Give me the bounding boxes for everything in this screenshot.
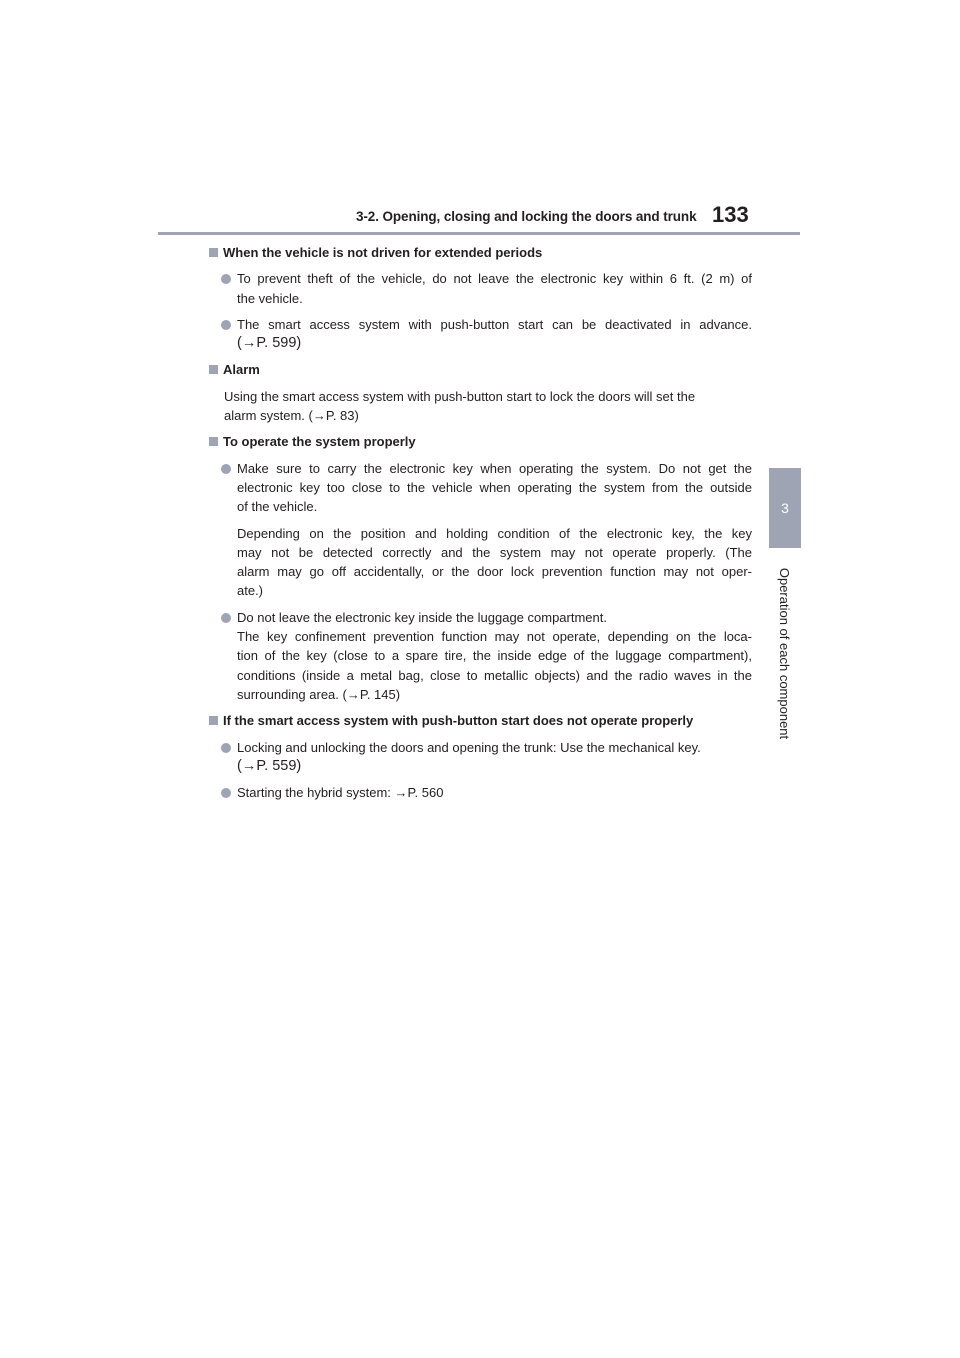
heading-text: To operate the system properly [223,434,416,450]
heading-text: Alarm [223,362,260,378]
text-line: To prevent theft of the vehicle, do not leave the electronic key within 6 ft. (2 m) of [237,271,752,287]
text-line: Starting the hybrid system: →P. 560 [237,785,444,801]
text-line: The key confinement prevention function may not operate, depending on the loca- [237,629,752,645]
circle-bullet-icon [221,274,231,284]
text-line: Locking and unlocking the doors and opening the trunk: Use the mechanical key. [237,739,701,755]
square-bullet-icon [209,716,218,725]
circle-bullet-icon [221,788,231,798]
page-reference[interactable]: (→P. 599) [237,335,302,352]
text-line: conditions (inside a metal bag, close to metallic objects) and the radio waves in the [237,667,752,683]
text-line: Do not leave the electronic key inside the luggage compartment. [237,609,607,625]
bullet-item [221,783,752,802]
text-line: of the vehicle. [237,499,318,515]
text-line: Depending on the position and holding condition of the electronic key, the key [237,525,752,541]
text-line: Using the smart access system with push-button start to lock the doors will set the [224,388,696,404]
text-line: The smart access system with push-button start can be deactivated in advance. [237,316,752,332]
chapter-label [774,558,796,748]
bullet-item [221,269,752,308]
text-line: alarm system. (→P. 83) [224,408,359,424]
circle-bullet-icon [221,743,231,753]
square-bullet-icon [209,437,218,446]
header-rule [158,232,800,235]
section-heading [209,432,752,451]
paragraph [237,524,752,601]
square-bullet-icon [209,365,218,374]
chapter-number: 3 [781,500,789,516]
text-line: surrounding area. (→P. 145) [237,686,401,702]
text-line: Make sure to carry the electronic key when operating the system. Do not get the [237,460,752,476]
heading-text: When the vehicle is not driven for extended periods [223,245,543,260]
paragraph [224,387,752,426]
page-reference[interactable]: (→P. 559) [237,757,302,774]
bullet-item [221,738,752,777]
section-heading [209,360,752,379]
section-title: 3-2. Opening, closing and locking the doors and trunk [356,209,697,224]
heading-text: If the smart access system with push-button start does not operate properly [223,713,694,729]
text-line: alarm may go off accidentally, or the door lock prevention function may not oper- [237,564,752,580]
chapter-label-text: Operation of each component [777,567,793,739]
text-line: may not be detected correctly and the system may not operate properly. (The [237,544,752,560]
section-heading [209,243,752,262]
circle-bullet-icon [221,464,231,474]
square-bullet-icon [209,248,218,257]
page-content [210,243,752,809]
bullet-item [221,315,752,354]
bullet-item [221,608,752,704]
text-line: the vehicle. [237,290,303,306]
bullet-item [221,459,752,517]
section-heading [209,711,752,730]
circle-bullet-icon [221,613,231,623]
chapter-tab[interactable] [769,468,801,548]
text-line: ate.) [237,583,264,599]
circle-bullet-icon [221,320,231,330]
text-line: electronic key too close to the vehicle when operating the system from the outside [237,479,752,495]
page-number: 133 [712,202,749,227]
text-line: tion of the key (close to a spare tire, the inside edge of the luggage compartment), [237,648,752,664]
